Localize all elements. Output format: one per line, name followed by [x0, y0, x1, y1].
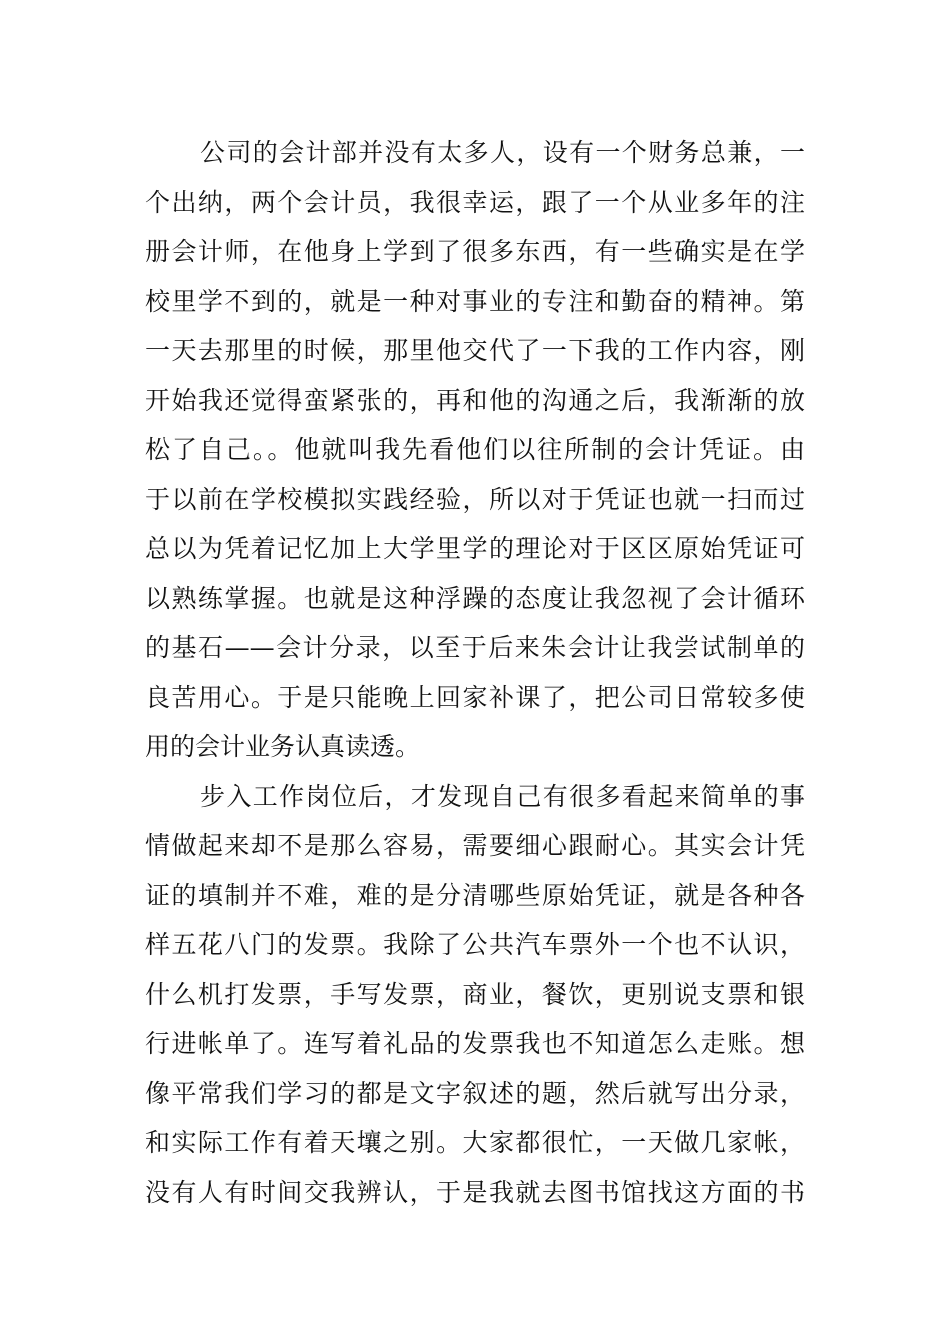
paragraph-1-line-3: 册会计师，在他身上学到了很多东西，有一些确实是在学: [145, 237, 805, 266]
paragraph-2-line-6: 行进帐单了。连写着礼品的发票我也不知道怎么走账。想: [145, 1029, 805, 1058]
paragraph-1-line-2: 个出纳，两个会计员，我很幸运，跟了一个从业多年的注: [145, 187, 805, 217]
paragraph-1-line-13: 用的会计业务认真读透。: [145, 732, 421, 761]
paragraph-1-line-10: 以熟练掌握。也就是这种浮躁的态度让我忽视了会计循环: [145, 583, 805, 613]
paragraph-2-line-1: 步入工作岗位后，才发现自己有很多看起来简单的事: [200, 781, 805, 811]
paragraph-2-line-9: 没有人有时间交我辨认，于是我就去图书馆找这方面的书: [145, 1177, 805, 1207]
paragraph-1-line-4: 校里学不到的，就是一种对事业的专注和勤奋的精神。第: [145, 286, 805, 316]
paragraph-1-line-9: 总以为凭着记忆加上大学里学的理论对于区区原始凭证可: [145, 534, 805, 563]
paragraph-2-line-5: 什么机打发票，手写发票，商业，餐饮，更别说支票和银: [145, 979, 805, 1009]
paragraph-2-line-4: 样五花八门的发票。我除了公共汽车票外一个也不认识，: [145, 930, 805, 959]
paragraph-1-line-12: 良苦用心。于是只能晚上回家补课了，把公司日常较多使: [145, 682, 805, 712]
paragraph-2-line-8: 和实际工作有着天壤之别。大家都很忙，一天做几家帐，: [145, 1128, 805, 1157]
paragraph-1-line-7: 松了自己。。他就叫我先看他们以往所制的会计凭证。由: [145, 435, 805, 464]
body-text: [145, 128, 805, 1217]
paragraph-1-line-1: 公司的会计部并没有太多人，设有一个财务总兼，一: [200, 138, 805, 167]
paragraph-1-line-6: 开始我还觉得蛮紧张的，再和他的沟通之后，我渐渐的放: [145, 385, 805, 415]
paragraph-2-line-7: 像平常我们学习的都是文字叙述的题，然后就写出分录，: [145, 1078, 805, 1108]
paragraph-1-line-11: 的基石——会计分录，以至于后来朱会计让我尝试制单的: [145, 633, 805, 662]
paragraph-2-line-3: 证的填制并不难，难的是分清哪些原始凭证，就是各种各: [145, 880, 805, 910]
paragraph-1-line-5: 一天去那里的时候，那里他交代了一下我的工作内容，刚: [145, 336, 805, 365]
paragraph-2-line-2: 情做起来却不是那么容易，需要细心跟耐心。其实会计凭: [145, 831, 805, 860]
paragraph-1-line-8: 于以前在学校模拟实践经验，所以对于凭证也就一扫而过: [145, 484, 805, 514]
